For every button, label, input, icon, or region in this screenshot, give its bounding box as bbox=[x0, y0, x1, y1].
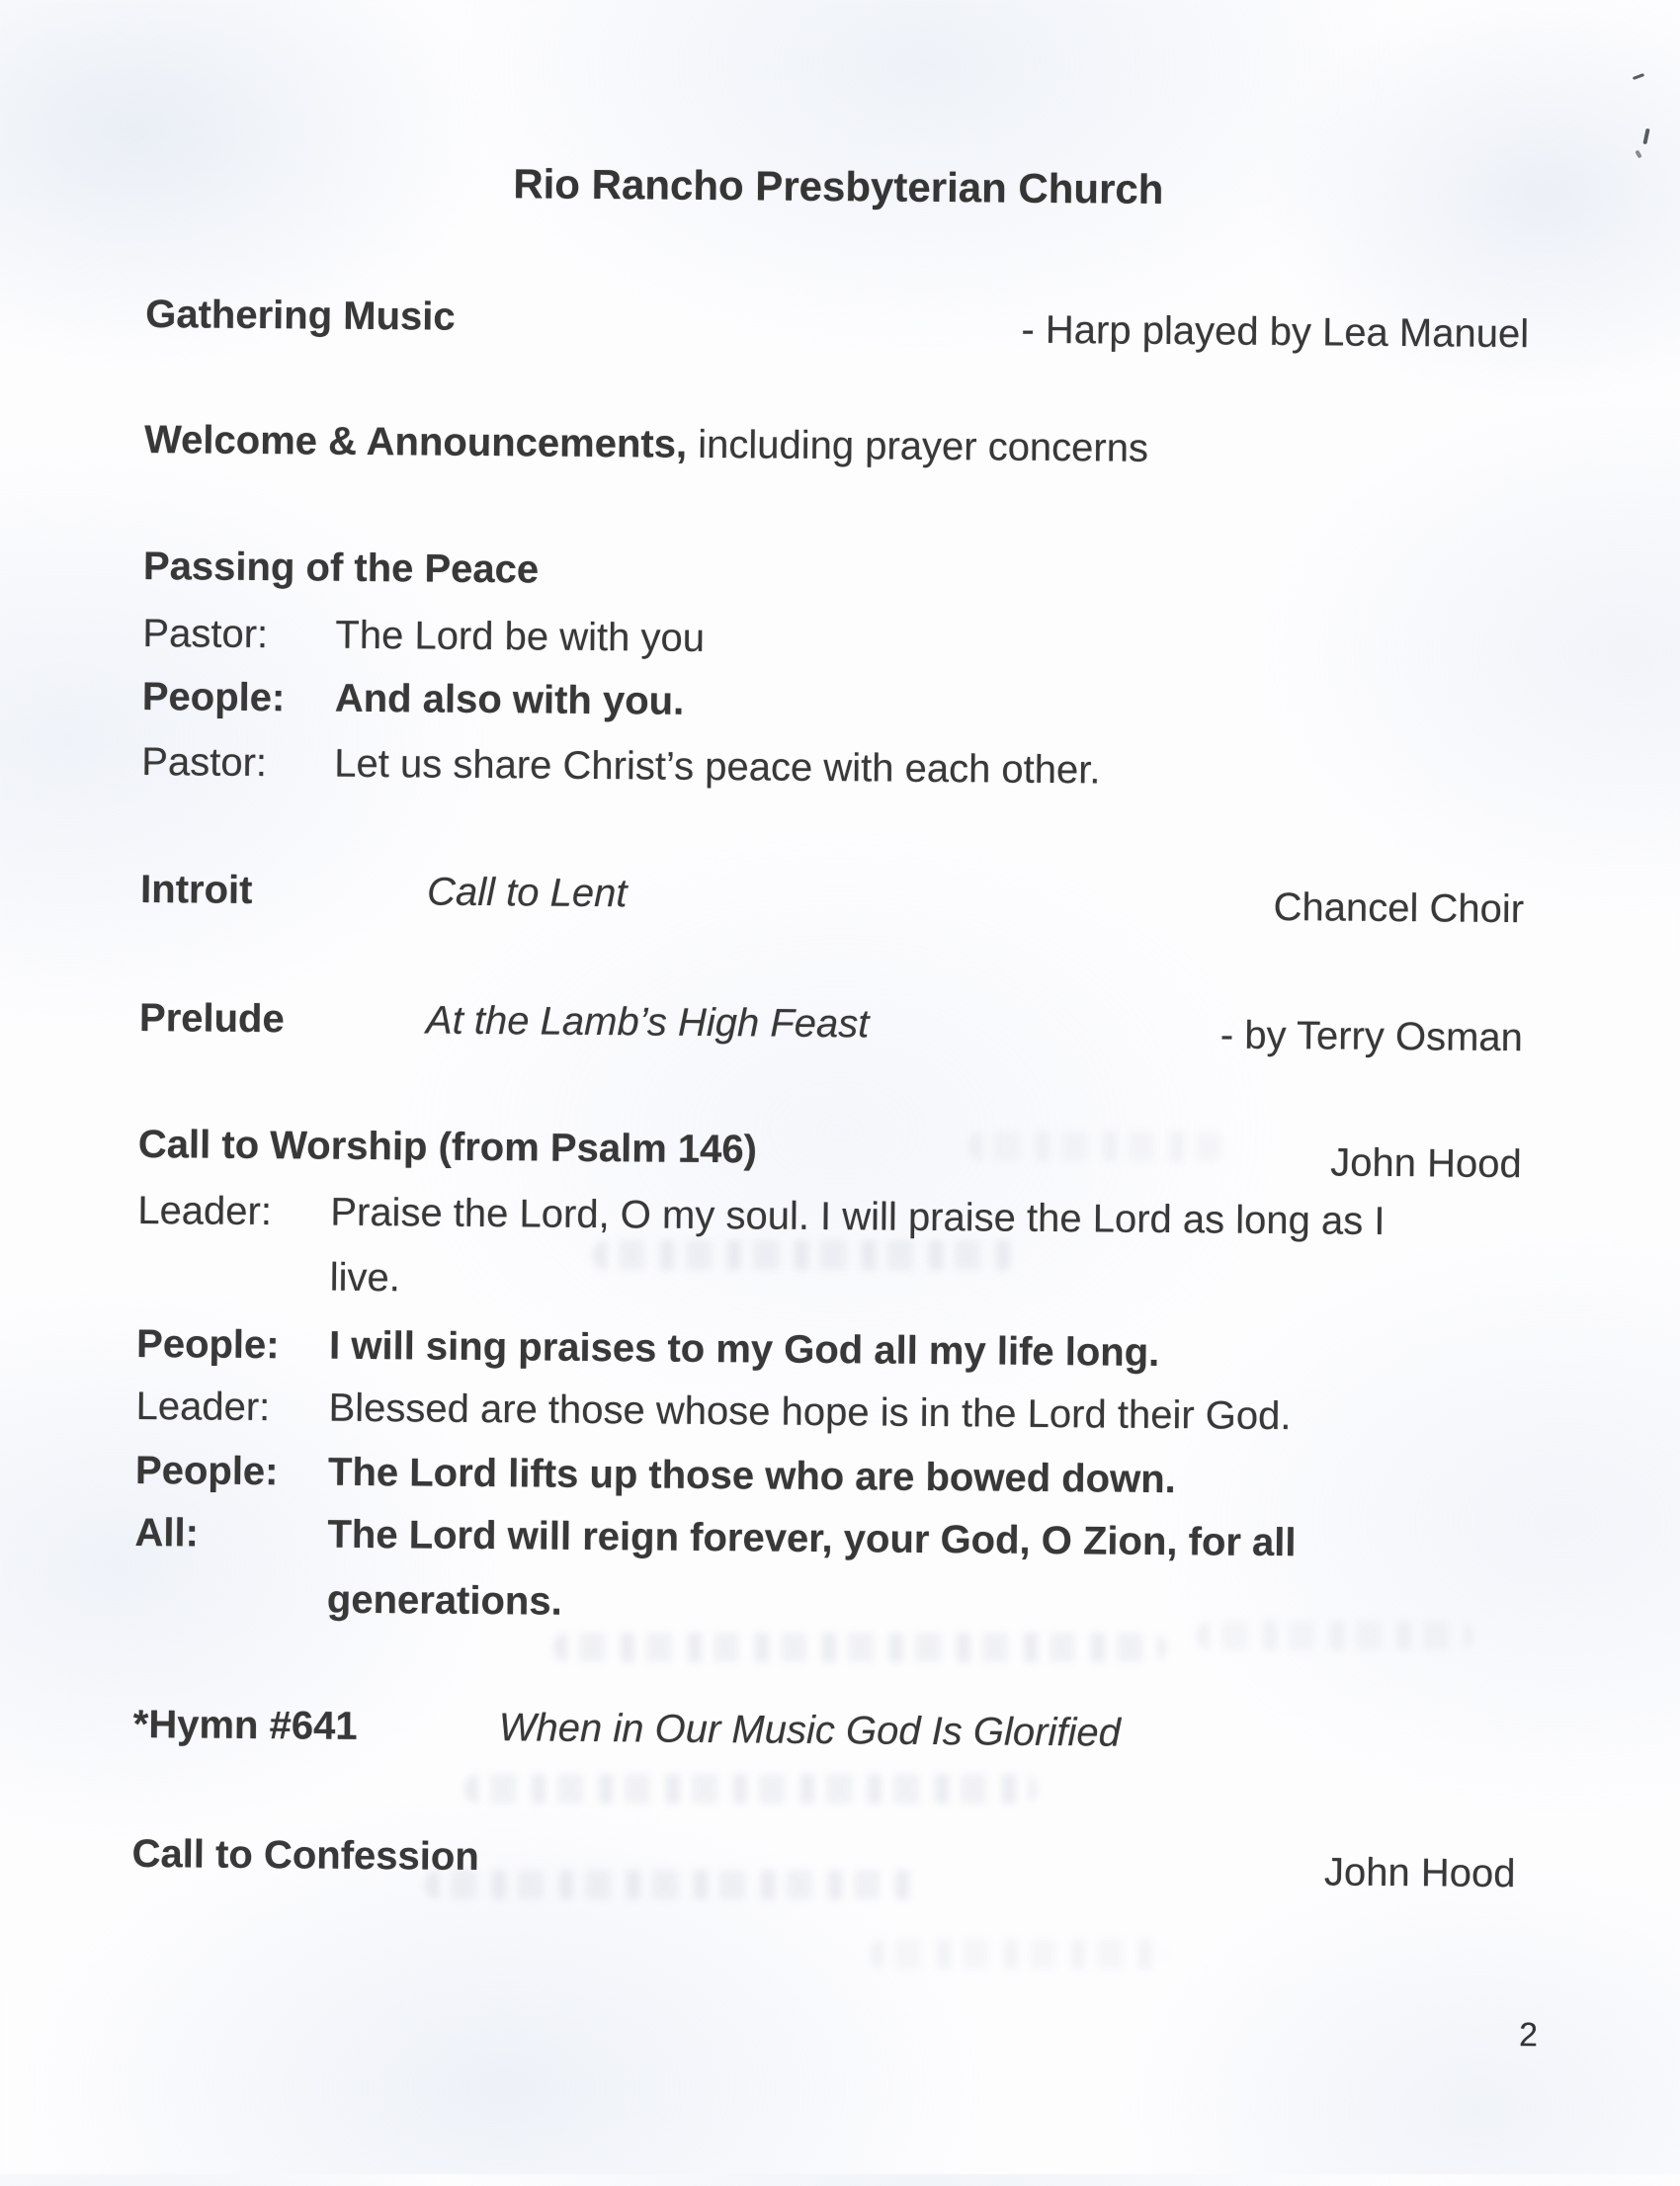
gathering-music-row bbox=[145, 282, 1538, 367]
introit-row bbox=[140, 857, 1533, 942]
speaker-label: All: bbox=[134, 1510, 200, 1555]
speaker-label: Pastor: bbox=[141, 739, 268, 786]
call-to-confession-leader-name: John Hood bbox=[1323, 1850, 1516, 1896]
prelude-credit: - by Terry Osman bbox=[1219, 1013, 1524, 1060]
introit-label: Introit bbox=[139, 867, 253, 912]
bleed-through-smudge bbox=[553, 1633, 1166, 1662]
hymn-row bbox=[132, 1692, 1525, 1769]
introit-credit: Chancel Choir bbox=[1273, 884, 1525, 932]
call-to-worship-leader-name: John Hood bbox=[1330, 1140, 1522, 1187]
hymn-title: When in Our Music God Is Glorified bbox=[498, 1706, 1122, 1755]
speaker-label: People: bbox=[134, 1448, 279, 1494]
speaker-label: Pastor: bbox=[142, 611, 269, 657]
scan-speck bbox=[1635, 150, 1641, 159]
bleed-through-smudge bbox=[425, 1870, 919, 1899]
prelude-label: Prelude bbox=[138, 995, 285, 1042]
peace-line-pastor-2 bbox=[141, 729, 1526, 806]
gathering-music-credit: - Harp played by Lea Manuel bbox=[1021, 307, 1530, 357]
speech-text: The Lord will reign forever, your God, O Zion, for all generations. bbox=[326, 1512, 1297, 1624]
peace-line-people bbox=[142, 664, 1527, 741]
page-number: 2 bbox=[1518, 2016, 1539, 2055]
introit-title: Call to Lent bbox=[426, 870, 628, 916]
passing-of-peace-heading: Passing of the Peace bbox=[142, 544, 540, 592]
gathering-music-label: Gathering Music bbox=[145, 292, 456, 339]
speech-text: And also with you. bbox=[334, 676, 685, 723]
prelude-row bbox=[139, 985, 1532, 1070]
call-to-worship-heading: Call to Worship (from Psalm 146) bbox=[137, 1122, 758, 1172]
bleed-through-smudge bbox=[593, 1240, 1018, 1270]
bulletin-page bbox=[129, 0, 1539, 2186]
speaker-label: Leader: bbox=[135, 1384, 271, 1430]
bleed-through-smudge bbox=[1196, 1621, 1472, 1650]
scan-speck bbox=[1642, 128, 1649, 144]
hymn-label: *Hymn #641 bbox=[132, 1702, 358, 1748]
welcome-announcements-row bbox=[144, 407, 1529, 484]
speech-text: I will sing praises to my God all my life long. bbox=[328, 1323, 1160, 1375]
speaker-label: People: bbox=[135, 1321, 280, 1368]
scan-speck bbox=[1633, 73, 1644, 80]
speech-text: Praise the Lord, O my soul. I will praise the Lord as long as I live. bbox=[329, 1190, 1386, 1301]
speaker-label: People: bbox=[141, 674, 286, 720]
speaker-label: Leader: bbox=[137, 1188, 273, 1234]
speech-text: The Lord be with you bbox=[335, 613, 706, 660]
prelude-title: At the Lamb’s High Feast bbox=[425, 998, 870, 1047]
bleed-through-smudge bbox=[870, 1939, 1166, 1969]
speech-text: The Lord lifts up those who are bowed down. bbox=[327, 1450, 1176, 1502]
welcome-announcements-note: including prayer concerns bbox=[686, 422, 1149, 470]
bleed-through-smudge bbox=[464, 1774, 1038, 1804]
speech-text: Let us share Christ’s peace with each other. bbox=[334, 741, 1101, 793]
speech-text: Blessed are those whose hope is in the Lord their God. bbox=[328, 1386, 1292, 1439]
bleed-through-smudge bbox=[968, 1132, 1225, 1161]
call-to-confession-heading: Call to Confession bbox=[131, 1831, 479, 1879]
page-title: Rio Rancho Presbyterian Church bbox=[513, 160, 1164, 212]
welcome-announcements-label: Welcome & Announcements, bbox=[143, 417, 688, 466]
